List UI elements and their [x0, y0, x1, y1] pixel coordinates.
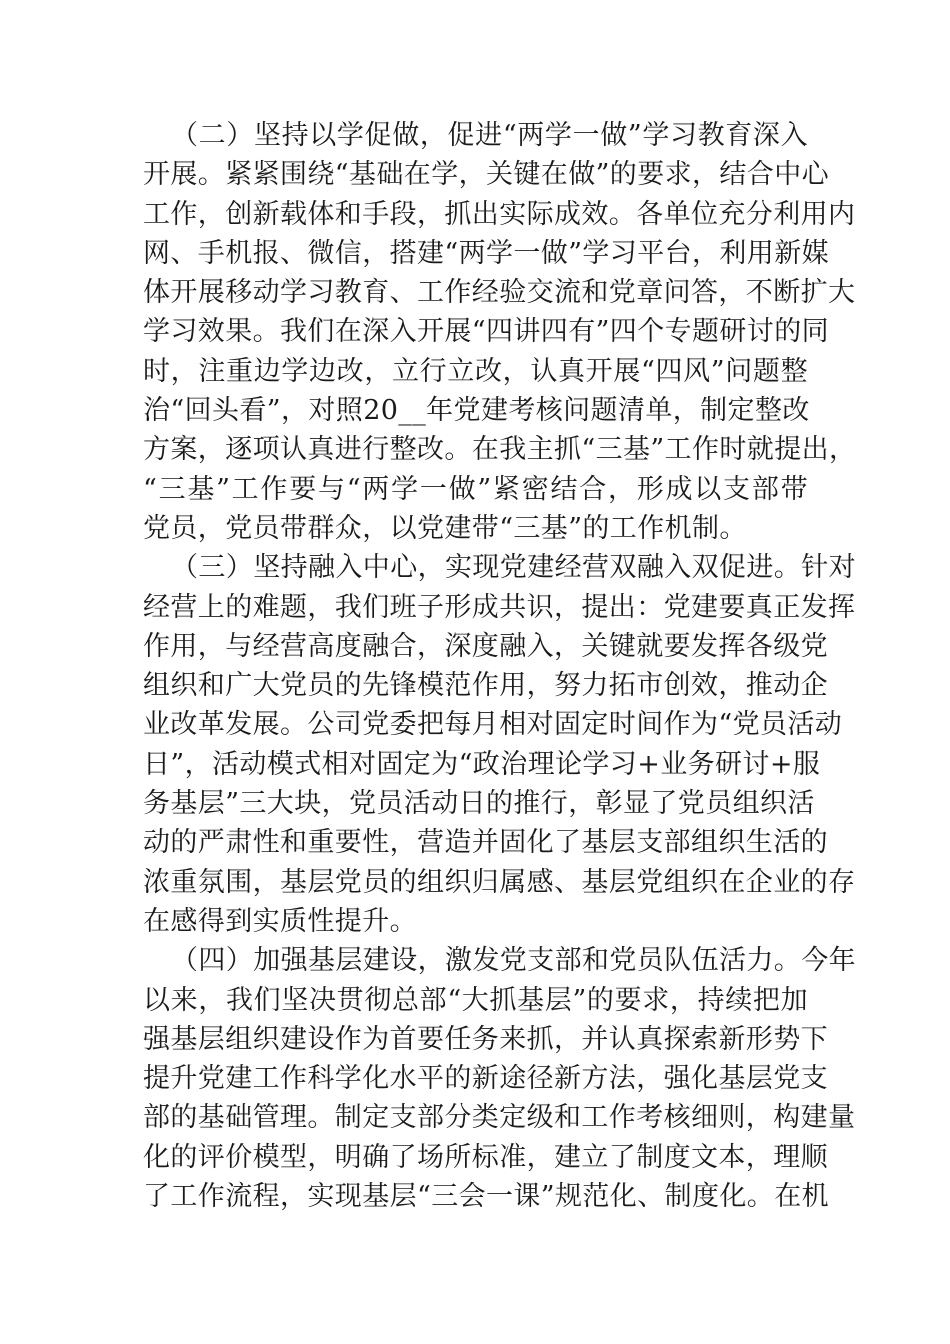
- text-line: 方案，逐项认真进行整改。在我主抓“三基”工作时就提出，: [143, 434, 857, 466]
- text-line: 作用，与经营高度融合，深度融入，关键就要发挥各级党: [143, 630, 828, 662]
- text-line: 化的评价模型，明确了场所标准，建立了制度文本，理顺: [143, 1141, 828, 1173]
- paragraph-3: [143, 548, 856, 941]
- text-line: 学习效果。我们在深入开展“四讲四有”四个专题研讨的同: [143, 316, 830, 348]
- text-line: （二）坚持以学促做，促进“两学一做”学习教育深入: [171, 120, 808, 151]
- text-line: 提升党建工作科学化水平的新途径新方法，强化基层党支: [143, 1063, 828, 1095]
- text-line: 体开展移动学习教育、工作经验交流和党章问答，不断扩大: [143, 277, 856, 309]
- text-line: “三基”工作要与“两学一做”紧密结合，形成以支部带: [143, 473, 808, 505]
- text-line: 务基层”三大块，党员活动日的推行，彰显了党员组织活: [143, 788, 815, 820]
- text-line: 业改革发展。公司党委把每月相对固定时间作为“党员活动: [143, 709, 843, 741]
- text-line: 了工作流程，实现基层“三会一课”规范化、制度化。在机: [143, 1181, 830, 1213]
- text-line: 以来，我们坚决贯彻总部“大抓基层”的要求，持续把加: [143, 984, 808, 1016]
- text-line: （三）坚持融入中心，实现党建经营双融入双促进。针对: [171, 552, 856, 584]
- text-line: （四）加强基层建设，激发党支部和党员队伍活力。今年: [171, 945, 856, 977]
- text-line: 组织和广大党员的先锋模范作用，努力拓市创效，推动企: [143, 670, 828, 702]
- paragraph-2: [143, 116, 857, 548]
- text-line: 浓重氛围，基层党员的组织归属感、基层党组织在企业的存: [143, 866, 856, 898]
- text-line: 党员，党员带群众，以党建带“三基”的工作机制。: [143, 512, 747, 544]
- text-line: 动的严肃性和重要性，营造并固化了基层支部组织生活的: [143, 827, 828, 859]
- text-line: 开展。紧紧围绕“基础在学，关键在做”的要求，结合中心: [143, 159, 830, 191]
- text-line: 工作，创新载体和手段，抓出实际成效。各单位充分利用内: [143, 198, 856, 230]
- text-line: 部的基础管理。制定支部分类定级和工作考核细则，构建量: [143, 1102, 856, 1134]
- text-line: 在感得到实质性提升。: [143, 905, 417, 937]
- text-line: 强基层组织建设作为首要任务来抓，并认真探索新形势下: [143, 1023, 828, 1055]
- text-line: 经营上的难题，我们班子形成共识，提出：党建要真正发挥: [143, 591, 856, 623]
- document-body: [143, 116, 857, 1216]
- text-line: 网、手机报、微信，搭建“两学一做”学习平台，利用新媒: [143, 237, 830, 269]
- text-line: 日”，活动模式相对固定为“政治理论学习+业务研讨+服: [143, 748, 821, 780]
- text-line: 时，注重边学边改，立行立改，认真开展“四风”问题整: [143, 355, 808, 387]
- text-line: 治“回头看”，对照20__年党建考核问题清单，制定整改: [143, 395, 810, 427]
- paragraph-4: [143, 941, 856, 1216]
